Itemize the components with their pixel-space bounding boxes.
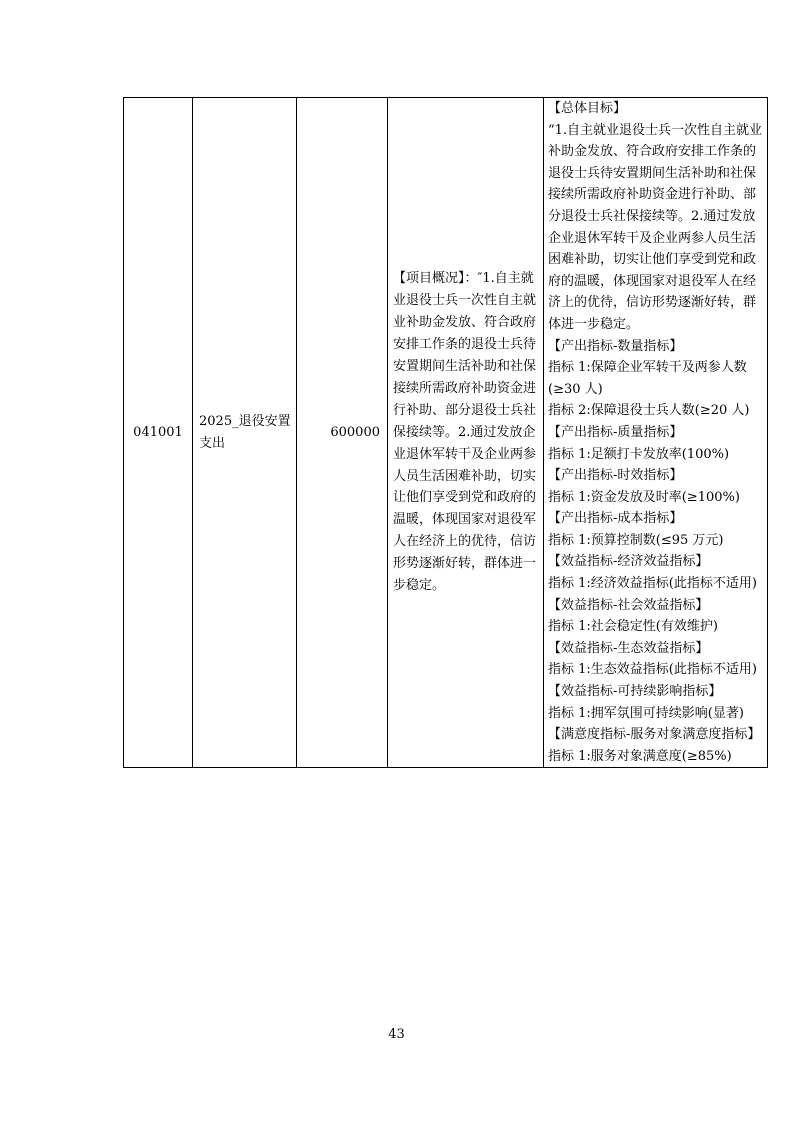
goal-item: 指标 1:服务对象满意度(≥85%): [548, 748, 732, 764]
goal-heading-quality: 【产出指标-质量指标】: [548, 424, 683, 440]
goal-item: 指标 1:足额打卡发放率(100%): [548, 446, 730, 462]
goal-heading-timeliness: 【产出指标-时效指标】: [548, 468, 683, 484]
project-code-cell: 041001: [124, 98, 193, 768]
goal-heading-sustainable: 【效益指标-可持续影响指标】: [548, 684, 722, 700]
project-name-cell: 2025_退役安置支出: [193, 98, 297, 768]
goal-heading-quantity: 【产出指标-数量指标】: [548, 338, 683, 354]
goal-item: 指标 1:预算控制数(≤95 万元): [548, 532, 724, 548]
goal-heading-social: 【效益指标-社会效益指标】: [548, 597, 709, 613]
page-number: 43: [388, 1027, 405, 1042]
goal-item: 指标 1:资金发放及时率(≥100%): [548, 489, 740, 505]
goal-item: 指标 1:保障企业军转干及两参人数(≥30 人): [548, 360, 747, 397]
project-amount-cell: 600000: [297, 98, 388, 768]
goal-heading-economic: 【效益指标-经济效益指标】: [548, 554, 709, 570]
goal-heading-ecological: 【效益指标-生态效益指标】: [548, 640, 709, 656]
performance-goals-cell: [544, 98, 768, 768]
table-row: [124, 98, 768, 768]
goal-overall-text: “1.自主就业退役士兵一次性自主就业补助金发放、符合政府安排工作条的退役士兵待安置期间生活补助和社保接续所需政府补助资金进行补助、部分退役士兵社保接续等。2.通过发放企业退休军转干及企业两参人员生活困难补助，切实让他们享受到党和政府的温暖，体现国家对退役军人在经济上的优待，信访形势逐渐好转，群体进一步稳定。: [548, 122, 763, 332]
goal-heading-cost: 【产出指标-成本指标】: [548, 511, 683, 527]
goal-item: 指标 1:社会稳定性(有效维护): [548, 619, 718, 635]
goal-item: 指标 1:生态效益指标(此指标不适用): [548, 662, 757, 678]
goal-heading-satisfaction: 【满意度指标-服务对象满意度指标】: [548, 727, 761, 743]
goal-heading-overall: 【总体目标】: [548, 101, 627, 116]
project-table: [123, 97, 768, 768]
goal-item: 指标 1:经济效益指标(此指标不适用): [548, 576, 757, 592]
goal-item: 指标 1:拥军氛围可持续影响(显著): [548, 705, 744, 721]
goal-item: 指标 2:保障退役士兵人数(≥20 人): [548, 403, 750, 419]
project-overview-cell: 【项目概况】：″1.自主就业退役士兵一次性自主就业补助金发放、符合政府安排工作条的退役士兵待安置期间生活补助和社保接续所需政府补助资金进行补助、部分退役士兵社保接续等。2.通过发放企业退休军转干及企业两参人员生活困难补助，切实让他们享受到党和政府的温暖，体现国家对退役军人在经济上的优待，信访形势逐渐好转，群体进一步稳定。: [388, 98, 544, 768]
